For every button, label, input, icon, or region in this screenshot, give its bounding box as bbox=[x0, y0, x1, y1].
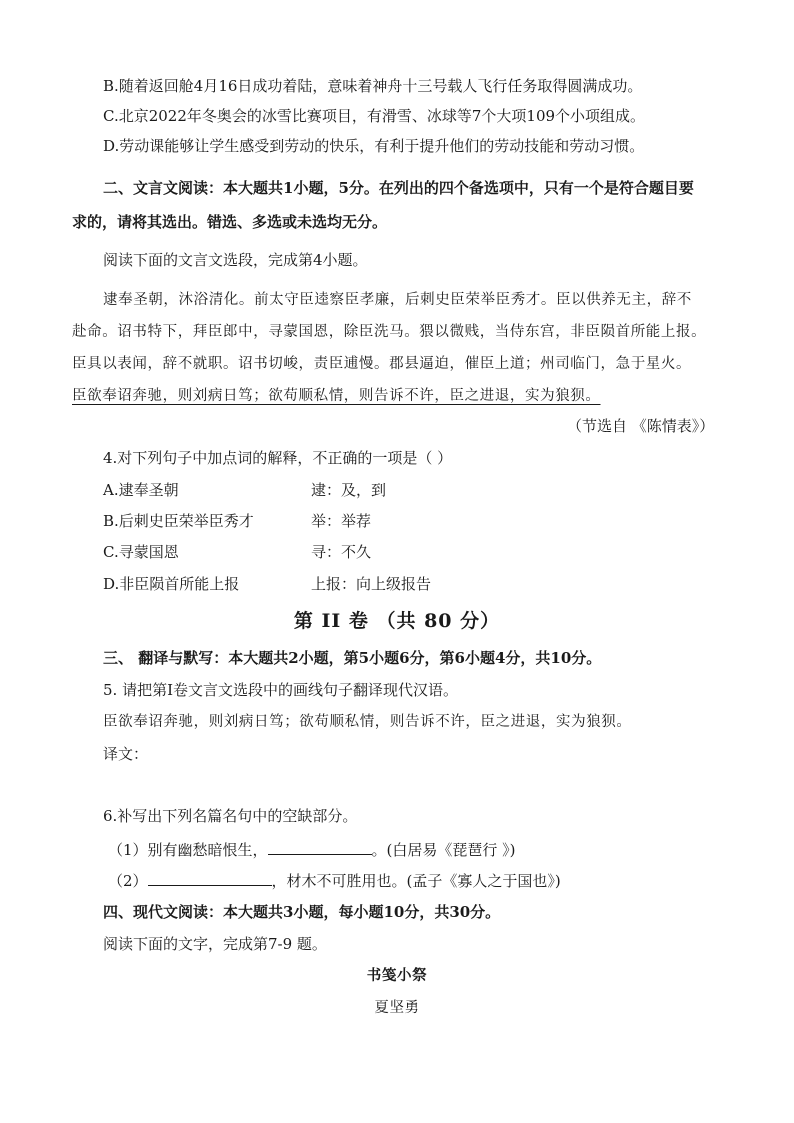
article-title: 书笺小祭 bbox=[366, 967, 428, 984]
q6-item2-blank[interactable] bbox=[148, 869, 272, 886]
passage-line-1: 逮奉圣朝，沐浴清化。前太守臣逵察臣孝廉，后刺史臣荣举臣秀才。臣以供养无主，辞不 bbox=[103, 292, 692, 308]
q3-option-d: D.劳动课能够让学生感受到劳动的快乐，有利于提升他们的劳动技能和劳动习惯。 bbox=[103, 137, 645, 155]
q4-option-a: A.逮奉圣朝 bbox=[103, 481, 179, 499]
q3-option-b: B.随着返回舱4月16日成功着陆，意味着神舟十三号载人飞行任务取得圆满成功。 bbox=[103, 77, 643, 95]
q4-stem: 4.对下列句子中加点词的解释，不正确的一项是（ ） bbox=[103, 449, 453, 467]
section2-heading-line1: 二、文言文阅读：本大题共1小题，5分。在列出的四个备选项中，只有一个是符合题目要 bbox=[103, 179, 694, 197]
passage-line-3: 臣具以表闻，辞不就职。诏书切峻，责臣逋慢。郡县逼迫，催臣上道；州司临门，急于星火。 bbox=[72, 356, 692, 372]
part2-title: 第 II 卷 （共 80 分） bbox=[293, 610, 501, 632]
passage-line-2: 赴命。诏书特下，拜臣郎中，寻蒙国恩，除臣洗马。猥以微贱，当侍东宫，非臣陨首所能上报。 bbox=[72, 324, 707, 340]
q6-item-2 bbox=[108, 869, 561, 891]
q5-answer-label: 译文： bbox=[103, 745, 149, 763]
q3-option-c: C.北京2022年冬奥会的冰雪比赛项目，有滑雪、冰球等7个大项109个小项组成。 bbox=[103, 107, 646, 125]
section3-heading: 三、 翻译与默写：本大题共2小题，第5小题6分，第6小题4分，共10分。 bbox=[103, 649, 602, 667]
q4-option-c-gloss: 寻：不久 bbox=[311, 543, 372, 561]
q6-item1-suffix: 。(白居易《琵琶行 》) bbox=[371, 841, 516, 859]
q4-option-c: C.寻蒙国恩 bbox=[103, 543, 179, 561]
q4-option-a-gloss: 逮：及，到 bbox=[311, 481, 387, 499]
reading-instruction-modern: 阅读下面的文字，完成第7-9 题。 bbox=[103, 935, 327, 953]
article-author: 夏坚勇 bbox=[374, 1000, 420, 1016]
q4-option-d-gloss: 上报：向上级报告 bbox=[311, 575, 432, 593]
q4-option-b-gloss: 举：举荐 bbox=[311, 512, 372, 530]
q5-stem: 5. 请把第Ⅰ卷文言文选段中的画线句子翻译现代汉语。 bbox=[103, 681, 459, 699]
q4-option-d: D.非臣陨首所能上报 bbox=[103, 575, 240, 593]
section4-heading: 四、现代文阅读：本大题共3小题，每小题10分，共30分。 bbox=[103, 903, 501, 921]
q5-sentence: 臣欲奉诏奔驰，则刘病日笃；欲苟顺私情，则告诉不许，臣之进退，实为狼狈。 bbox=[103, 714, 632, 730]
q6-item2-prefix: （2） bbox=[108, 872, 148, 890]
q6-item1-blank[interactable] bbox=[268, 838, 372, 855]
reading-instruction-classical: 阅读下面的文言文选段，完成第4小题。 bbox=[103, 251, 368, 269]
q6-item2-suffix: ，材木不可胜用也。(孟子《寡人之于国也》) bbox=[271, 872, 561, 890]
q6-stem: 6.补写出下列名篇名句中的空缺部分。 bbox=[103, 807, 358, 825]
passage-source: （节选自 《陈情表》） bbox=[567, 417, 715, 435]
q4-option-b: B.后刺史臣荣举臣秀才 bbox=[103, 512, 254, 530]
section2-heading-line2: 求的，请将其选出。错选、多选或未选均无分。 bbox=[72, 213, 388, 231]
q6-item1-prefix: （1）别有幽愁暗恨生， bbox=[108, 841, 268, 859]
passage-underlined-sentence: 臣欲奉诏奔驰，则刘病日笃；欲苟顺私情，则告诉不许，臣之进退，实为狼狈。 bbox=[72, 388, 601, 404]
q6-item-1 bbox=[108, 838, 516, 860]
